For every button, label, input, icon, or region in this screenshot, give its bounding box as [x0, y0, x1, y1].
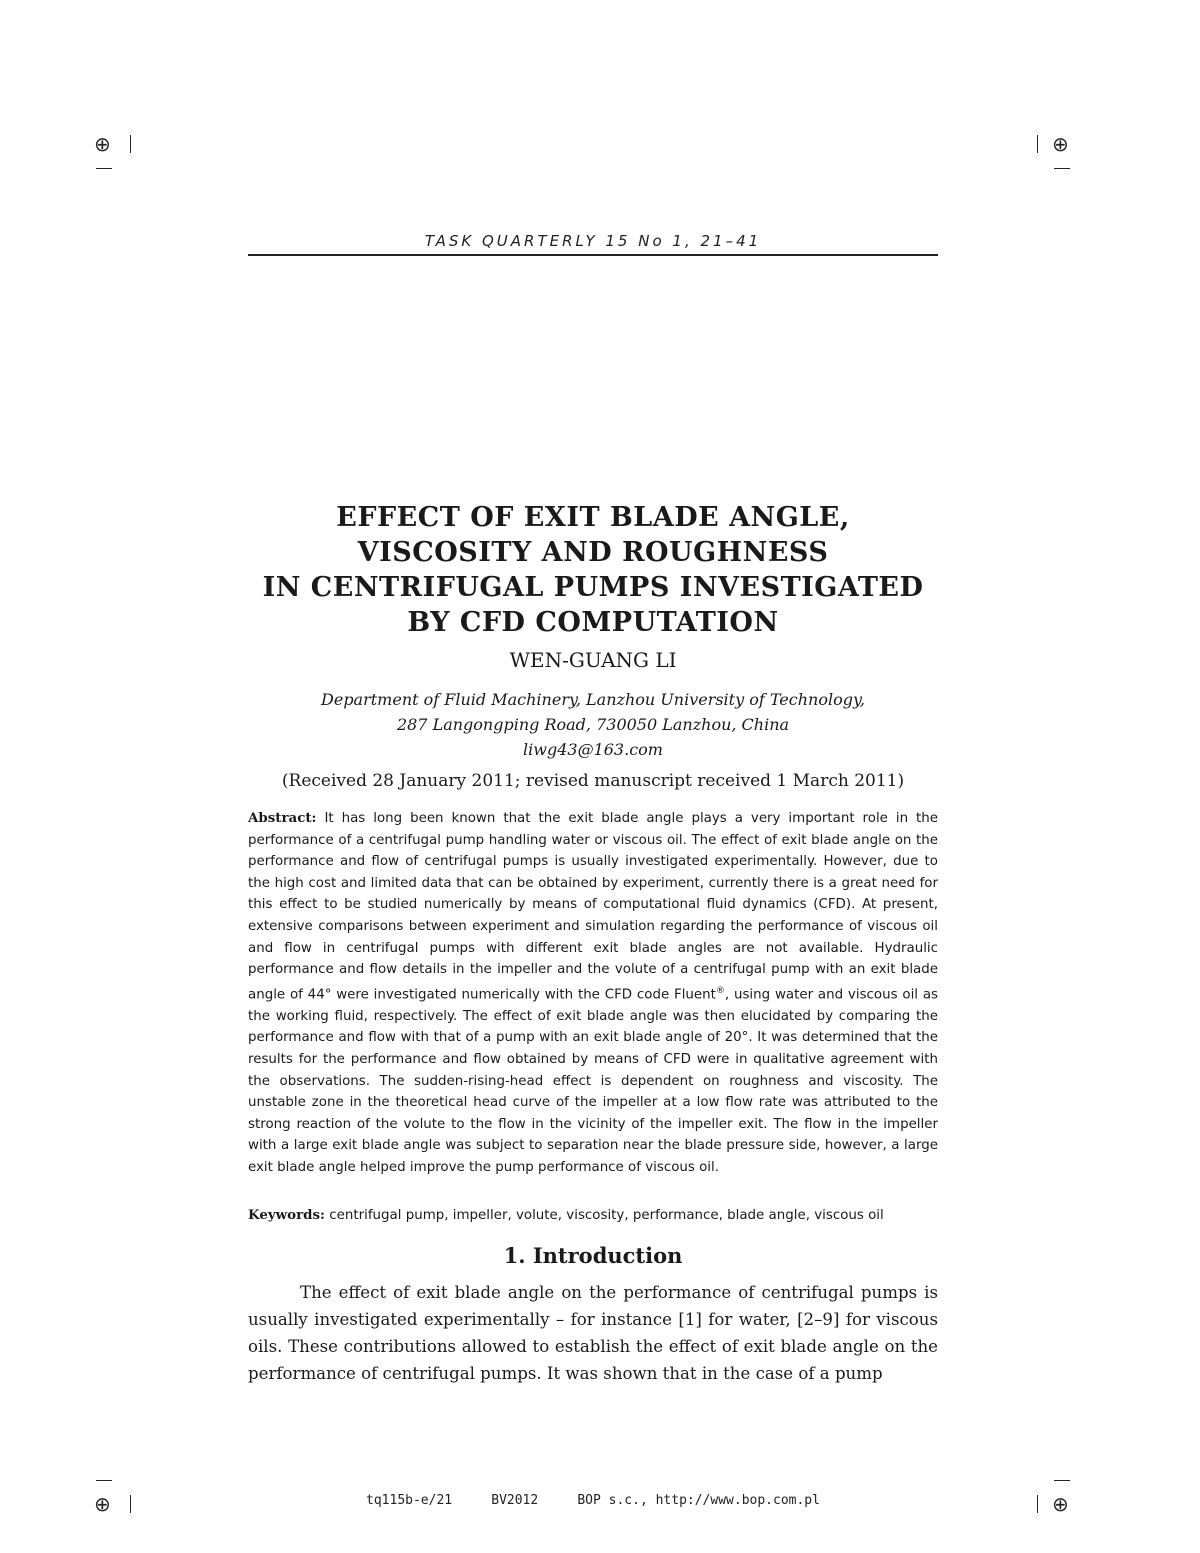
- crop-mark-top-left-icon: ⊕: [94, 132, 111, 156]
- keywords: [248, 1205, 938, 1226]
- section-heading: 1. Introduction: [503, 1243, 683, 1268]
- crop-bar-top-left: [130, 135, 131, 153]
- crop-mark-top-right-icon: ⊕: [1052, 132, 1069, 156]
- author-name: WEN-GUANG LI: [509, 648, 677, 672]
- title-line: IN CENTRIFUGAL PUMPS INVESTIGATED: [262, 572, 924, 603]
- crop-dash-top-right: [1054, 168, 1070, 169]
- crop-dash-bottom-right: [1054, 1480, 1070, 1481]
- crop-dash-top-left: [96, 168, 112, 169]
- paper-title: [200, 500, 986, 640]
- page-footer: tq115b-e/21 BV2012 BOP s.c., http://www.bop.com.pl: [366, 1493, 820, 1508]
- header-rule: [248, 254, 938, 256]
- title-line: BY CFD COMPUTATION: [407, 607, 779, 638]
- abstract-text-continued: , using water and viscous oil as the working fluid, respectively. The effect of exit blade angle was then elucidated by comparing the performance and flow with that of a pump with an exit blade angle of 20°. It was determined that the results for the performance and flow obtained by means of CFD were in qualitative agreement with the observations. The sudden-rising-head effect is dependent on roughness and viscosity. The unstable zone in the theoretical head curve of the impeller at a low flow rate was attributed to the strong reaction of the volute to the flow in the vicinity of the impeller exit. The flow in the impeller with a large exit blade angle was subject to separation near the blade pressure side, however, a large exit blade angle helped improve the pump performance of viscous oil.: [248, 987, 938, 1175]
- crop-mark-bottom-right-icon: ⊕: [1052, 1492, 1069, 1516]
- crop-bar-bottom-right: [1037, 1495, 1038, 1513]
- author-email: liwg43@163.com: [523, 740, 663, 759]
- title-line: EFFECT OF EXIT BLADE ANGLE,: [336, 502, 850, 533]
- journal-header: TASK QUARTERLY 15 No 1, 21–41: [424, 232, 762, 250]
- abstract: [248, 808, 938, 1179]
- received-dates: (Received 28 January 2011; revised manuscript received 1 March 2011): [281, 771, 905, 791]
- crop-bar-top-right: [1037, 135, 1038, 153]
- abstract-label: Abstract:: [248, 810, 317, 826]
- crop-dash-bottom-left: [96, 1480, 112, 1481]
- crop-bar-bottom-left: [130, 1495, 131, 1513]
- keywords-text: centrifugal pump, impeller, volute, viscosity, performance, blade angle, viscous oil: [329, 1208, 884, 1223]
- crop-mark-bottom-left-icon: ⊕: [94, 1492, 111, 1516]
- title-line: VISCOSITY AND ROUGHNESS: [357, 537, 829, 568]
- intro-paragraph: The effect of exit blade angle on the performance of centrifugal pumps is usually investigated experimentally – for instance [1] for water, [2–9] for viscous oils. These contributions allowed to establish the effect of exit blade angle on the performance of centrifugal pumps. It was shown that in the case of a pump: [248, 1283, 938, 1383]
- affiliation-line: Department of Fluid Machinery, Lanzhou University of Technology,: [321, 690, 865, 709]
- keywords-label: Keywords:: [248, 1207, 326, 1223]
- registered-mark: ®: [715, 985, 725, 996]
- abstract-text: It has long been known that the exit blade angle plays a very important role in the performance of a centrifugal pump handling water or viscous oil. The effect of exit blade angle on the performance and flow of centrifugal pumps is usually investigated experimentally. However, due to the high cost and limited data that can be obtained by experiment, currently there is a great need for this effect to be studied numerically by means of computational fluid dynamics (CFD). At present, extensive comparisons between experiment and simulation regarding the performance of viscous oil and flow in centrifugal pumps with different exit blade angles are not available. Hydraulic performance and flow details in the impeller and the volute of a centrifugal pump with an exit blade angle of 44° were investigated numerically with the CFD code Fluent: [248, 811, 938, 1003]
- affiliation-line: 287 Langongping Road, 730050 Lanzhou, China: [396, 715, 790, 734]
- affiliation: [248, 687, 938, 762]
